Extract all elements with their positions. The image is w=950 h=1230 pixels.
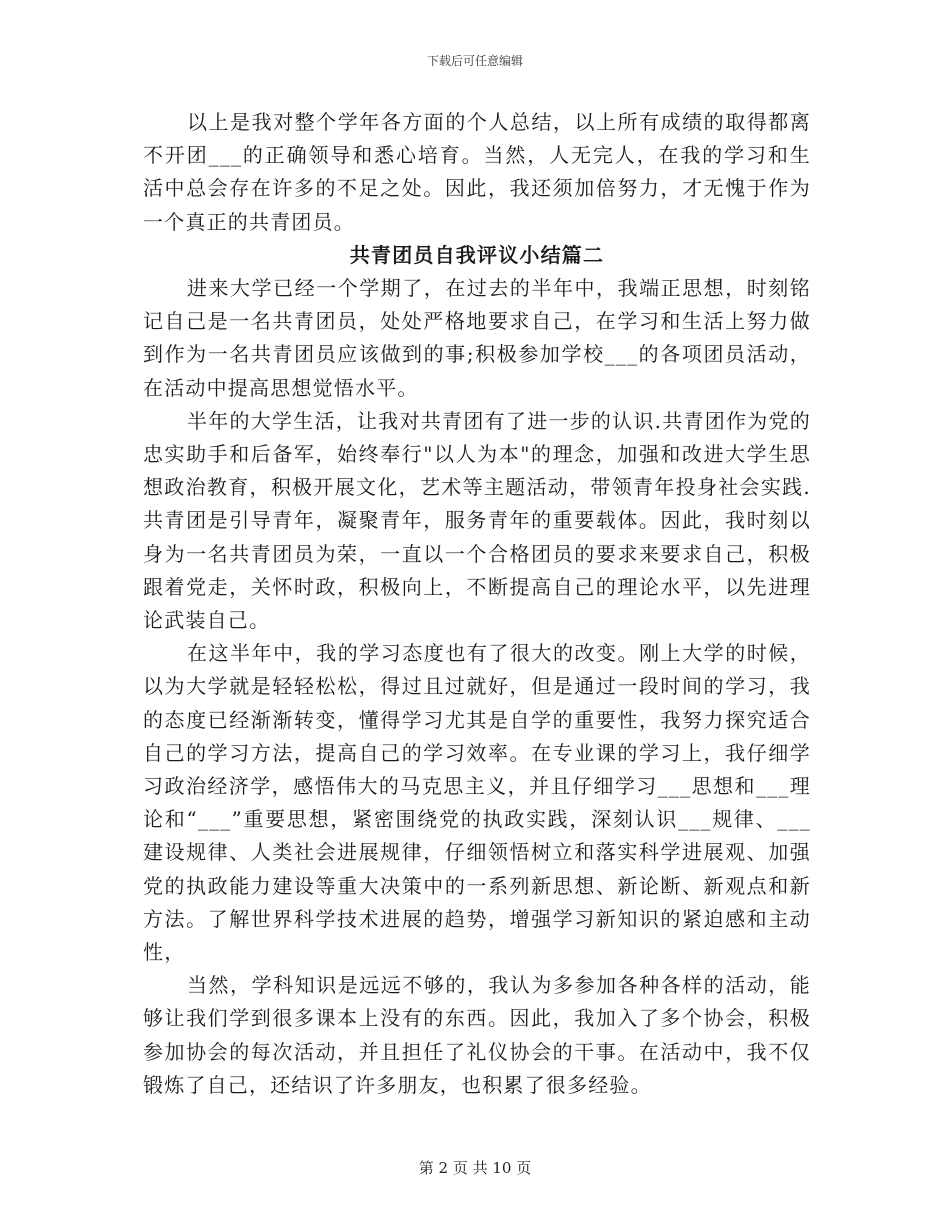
document-body: [143, 106, 811, 1102]
section-title: 共青团员自我评议小结篇二: [349, 242, 605, 267]
paragraph-1: 进来大学已经一个学期了，在过去的半年中，我端正思想，时刻铭记自己是一名共青团员，处处严格地要求自己，在学习和生活上努力做到作为一名共青团员应该做到的事;积极参加学校___的各项团员活动，在活动中提高思想觉悟水平。: [143, 276, 811, 400]
paragraph-3: 在这半年中，我的学习态度也有了很大的改变。刚上大学的时候，以为大学就是轻轻松松，得过且过就好，但是通过一段时间的学习，我的态度已经渐渐转变，懂得学习尤其是自学的重要性，我努力探究适合自己的学习方法，提高自己的学习效率。在专业课的学习上，我仔细学习政治经济学，感悟伟大的马克思主义，并且仔细学习___思想和___理论和“___”重要思想，紧密围绕党的执政实践，深刻认识___规律、___建设规律、人类社会进展规律，仔细领悟树立和落实科学进展观、加强党的执政能力建设等重大决策中的一系列新思想、新论断、新观点和新方法。了解世界科学技术进展的趋势，增强学习新知识的紧迫感和主动性，: [143, 641, 811, 965]
intro-paragraph: 以上是我对整个学年各方面的个人总结，以上所有成绩的取得都离不开团___的正确领导和悉心培育。当然，人无完人，在我的学习和生活中总会存在许多的不足之处。因此，我还须加倍努力，才无愧于作为一个真正的共青团员。: [143, 110, 811, 234]
page-header: 下载后可任意编辑: [426, 54, 523, 68]
paragraph-2: 半年的大学生活，让我对共青团有了进一步的认识.共青团作为党的忠实助手和后备军，始终奉行"以人为本"的理念，加强和改进大学生思想政治教育，积极开展文化，艺术等主题活动，带领青年投身社会实践.共青团是引导青年，凝聚青年，服务青年的重要载体。因此，我时刻以身为一名共青团员为荣，一直以一个合格团员的要求来要求自己，积极跟着党走，关怀时政，积极向上，不断提高自己的理论水平，以先进理论武装自己。: [143, 408, 811, 633]
paragraph-4: 当然，学科知识是远远不够的，我认为多参加各种各样的活动，能够让我们学到很多课本上没有的东西。因此，我加入了多个协会，积极参加协会的每次活动，并且担任了礼仪协会的干事。在活动中，我不仅锻炼了自己，还结识了许多朋友，也积累了很多经验。: [143, 973, 811, 1097]
page-footer: 第 2 页 共 10 页: [418, 1159, 532, 1177]
